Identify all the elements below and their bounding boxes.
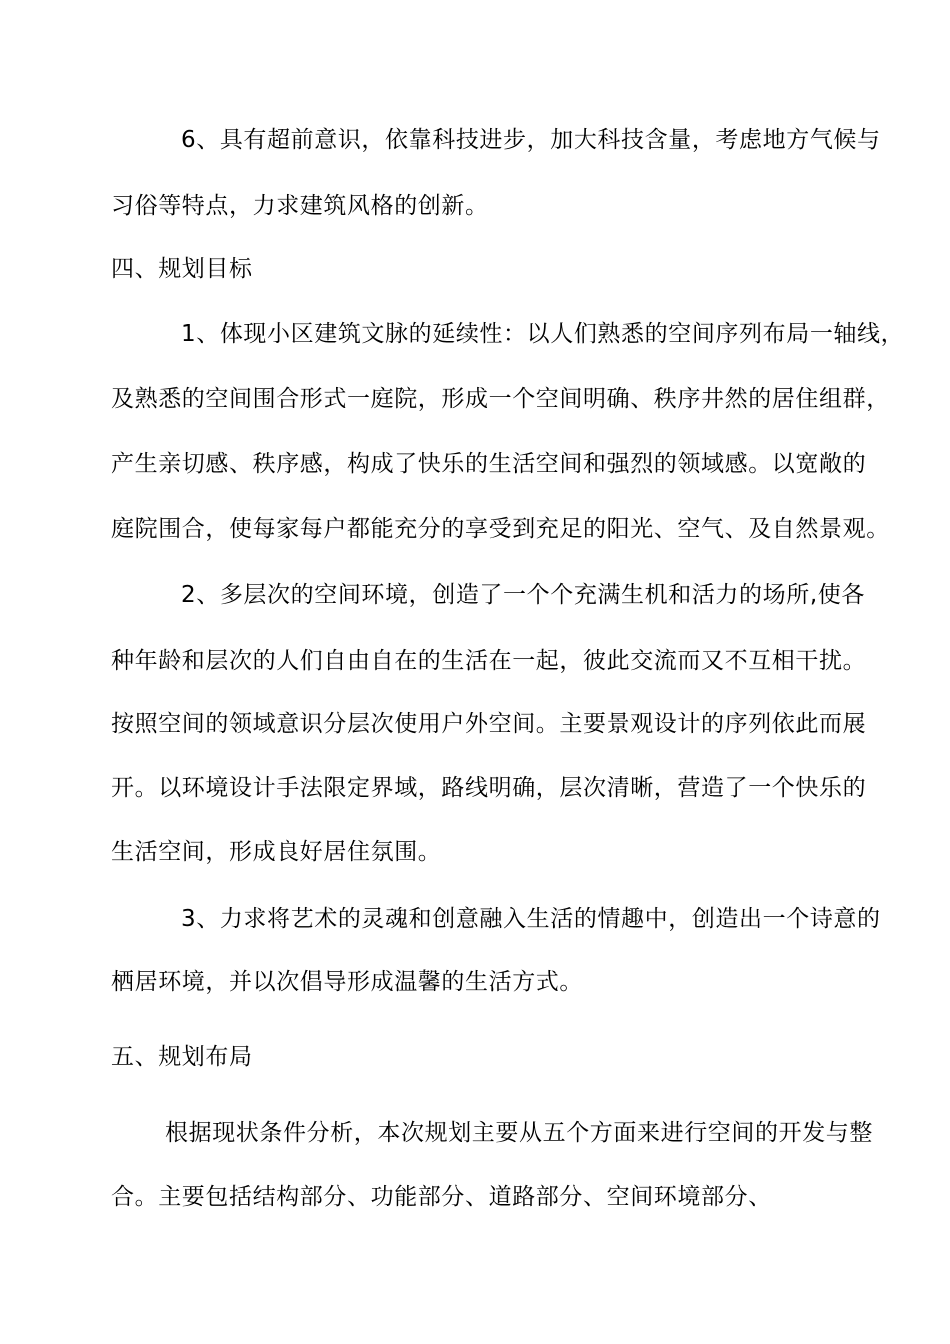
goal-1-line-2: 及熟悉的空间围合形式一庭院，形成一个空间明确、秩序井然的居住组群， — [111, 386, 890, 412]
goal-2-line-5: 生活空间，形成良好居住氛围。 — [111, 839, 442, 865]
goal-1-line-4: 庭院围合，使每家每户都能充分的享受到充足的阳光、空气、及自然景观。 — [111, 516, 890, 542]
item-6-line-1: 6、具有超前意识，依靠科技进步，加大科技含量，考虑地方气候与 — [181, 127, 881, 153]
goal-3-line-1: 3、力求将艺术的灵魂和创意融入生活的情趣中，创造出一个诗意的 — [181, 906, 881, 932]
item-6-line-2: 习俗等特点，力求建筑风格的创新。 — [111, 193, 489, 219]
goal-1-line-1: 1、体现小区建筑文脉的延续性：以人们熟悉的空间序列布局一轴线， — [181, 321, 905, 347]
goal-3-line-2: 栖居环境，并以次倡导形成温馨的生活方式。 — [111, 969, 583, 995]
goal-2-line-3: 按照空间的领域意识分层次使用户外空间。主要景观设计的序列依此而展 — [111, 711, 867, 737]
layout-intro-line-2: 合。主要包括结构部分、功能部分、道路部分、空间环境部分、 — [111, 1184, 772, 1210]
goal-1-line-3: 产生亲切感、秩序感，构成了快乐的生活空间和强烈的领域感。以宽敞的 — [111, 451, 867, 477]
section-heading-planning-goals: 四、规划目标 — [111, 256, 253, 282]
goal-2-line-1: 2、多层次的空间环境，创造了一个个充满生机和活力的场所,使各 — [181, 582, 865, 608]
goal-2-line-4: 开。以环境设计手法限定界域，路线明确，层次清晰，营造了一个快乐的 — [111, 775, 867, 801]
goal-2-line-2: 种年龄和层次的人们自由自在的生活在一起，彼此交流而又不互相干扰。 — [111, 648, 867, 674]
layout-intro-line-1: 根据现状条件分析，本次规划主要从五个方面来进行空间的开发与整 — [165, 1120, 873, 1146]
section-heading-planning-layout: 五、规划布局 — [111, 1044, 253, 1070]
